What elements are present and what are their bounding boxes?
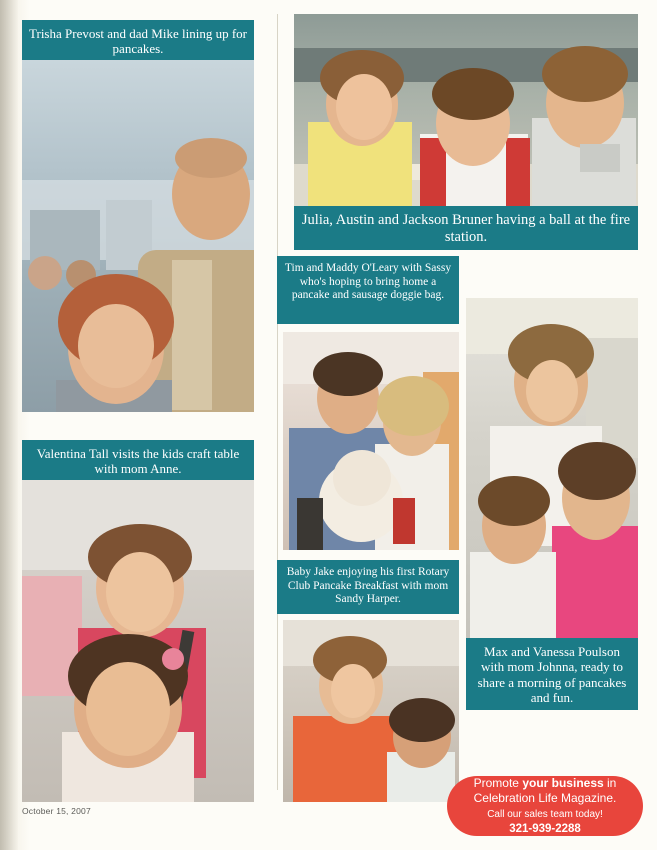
promo-line-1-a: Promote: [473, 776, 523, 791]
photo-oleary-family-with-dog-sassy: [283, 332, 459, 550]
caption-oleary: Tim and Maddy O'Leary with Sassy who's hoping to bring home a pancake and sausage doggie bag.: [277, 256, 459, 324]
column-divider: [277, 14, 278, 790]
promo-badge[interactable]: [447, 776, 643, 836]
promo-line-1-bold: your business: [522, 776, 604, 791]
caption-poulson: Max and Vanessa Poulson with mom Johnna, ready to share a morning of pancakes and fun.: [466, 638, 638, 710]
promo-line-1-c: in: [603, 776, 617, 791]
promo-phone[interactable]: 321-939-2288: [509, 822, 581, 835]
page-spine-shadow: [0, 0, 18, 850]
caption-valentina: Valentina Tall visits the kids craft table with mom Anne.: [22, 440, 254, 480]
photo-trisha-and-dad-mike: [22, 60, 254, 412]
photo-valentina-with-mom-anne: [22, 480, 254, 802]
promo-line-2: Celebration Life Magazine.: [473, 791, 617, 806]
promo-line-3: Call our sales team today!: [487, 809, 603, 821]
caption-trisha: Trisha Prevost and dad Mike lining up for pancakes.: [22, 20, 254, 60]
footer-date: October 15, 2007: [22, 806, 91, 816]
caption-jake: Baby Jake enjoying his first Rotary Club Pancake Breakfast with mom Sandy Harper.: [277, 560, 459, 614]
caption-bruner: Julia, Austin and Jackson Bruner having a ball at the fire station.: [294, 206, 638, 250]
photo-bruner-kids-at-fire-station: [294, 14, 638, 206]
photo-poulson-family: [466, 298, 638, 638]
photo-baby-jake-with-mom-sandy: [283, 620, 459, 802]
promo-line-1: [474, 776, 617, 791]
